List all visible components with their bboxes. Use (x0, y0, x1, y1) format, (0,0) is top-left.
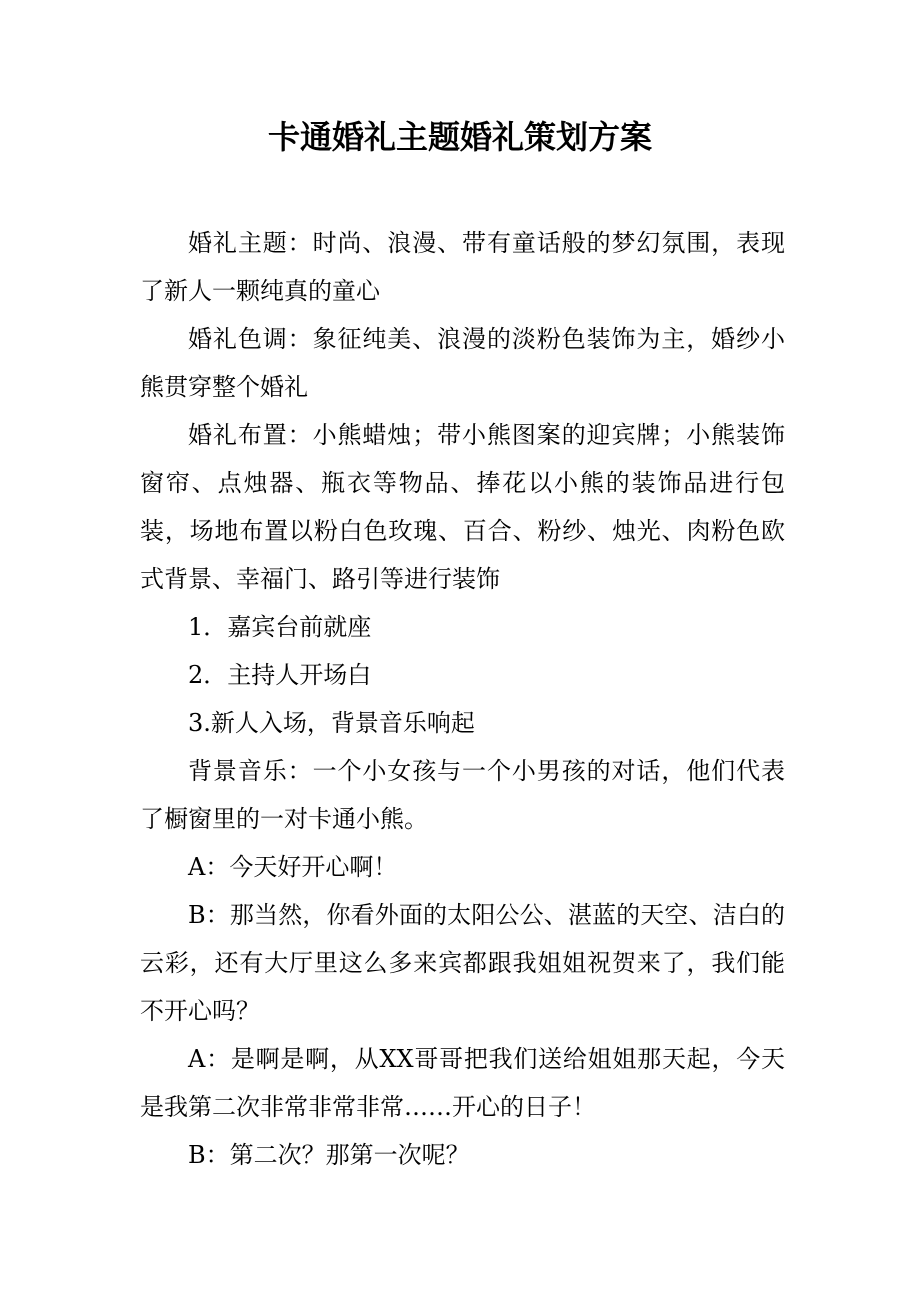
document-title: 卡通婚礼主题婚礼策划方案 (267, 118, 652, 156)
paragraph-background-music: 背景音乐：一个小女孩与一个小男孩的对话，他们代表了橱窗里的一对卡通小熊。 (140, 757, 785, 833)
paragraph-dialogue-b1: B：那当然，你看外面的太阳公公、湛蓝的天空、洁白的云彩，还有大厅里这么多来宾都跟我姐姐祝贺来了，我们能不开心吗？ (140, 901, 785, 1025)
paragraph-step-1: 1．嘉宾台前就座 (188, 613, 372, 641)
paragraph-color-tone: 婚礼色调：象征纯美、浪漫的淡粉色装饰为主，婚纱小熊贯穿整个婚礼 (140, 325, 785, 401)
paragraph-step-3: 3.新人入场，背景音乐响起 (188, 709, 475, 737)
paragraph-dialogue-b2: B：第二次？那第一次呢？ (188, 1141, 470, 1169)
document-body (140, 219, 785, 1179)
paragraph-step-2: 2．主持人开场白 (188, 661, 372, 689)
paragraph-decoration: 婚礼布置：小熊蜡烛；带小熊图案的迎宾牌；小熊装饰窗帘、点烛器、瓶衣等物品、捧花以小熊的装饰品进行包装，场地布置以粉白色玫瑰、百合、粉纱、烛光、肉粉色欧式背景、幸福门、路引等进行装饰 (140, 421, 785, 593)
paragraph-dialogue-a1: A：今天好开心啊！ (188, 853, 398, 881)
paragraph-theme: 婚礼主题：时尚、浪漫、带有童话般的梦幻氛围，表现了新人一颗纯真的童心 (140, 229, 785, 305)
paragraph-dialogue-a2: A：是啊是啊，从XX哥哥把我们送给姐姐那天起，今天是我第二次非常非常非常……开心的日子！ (140, 1045, 785, 1121)
